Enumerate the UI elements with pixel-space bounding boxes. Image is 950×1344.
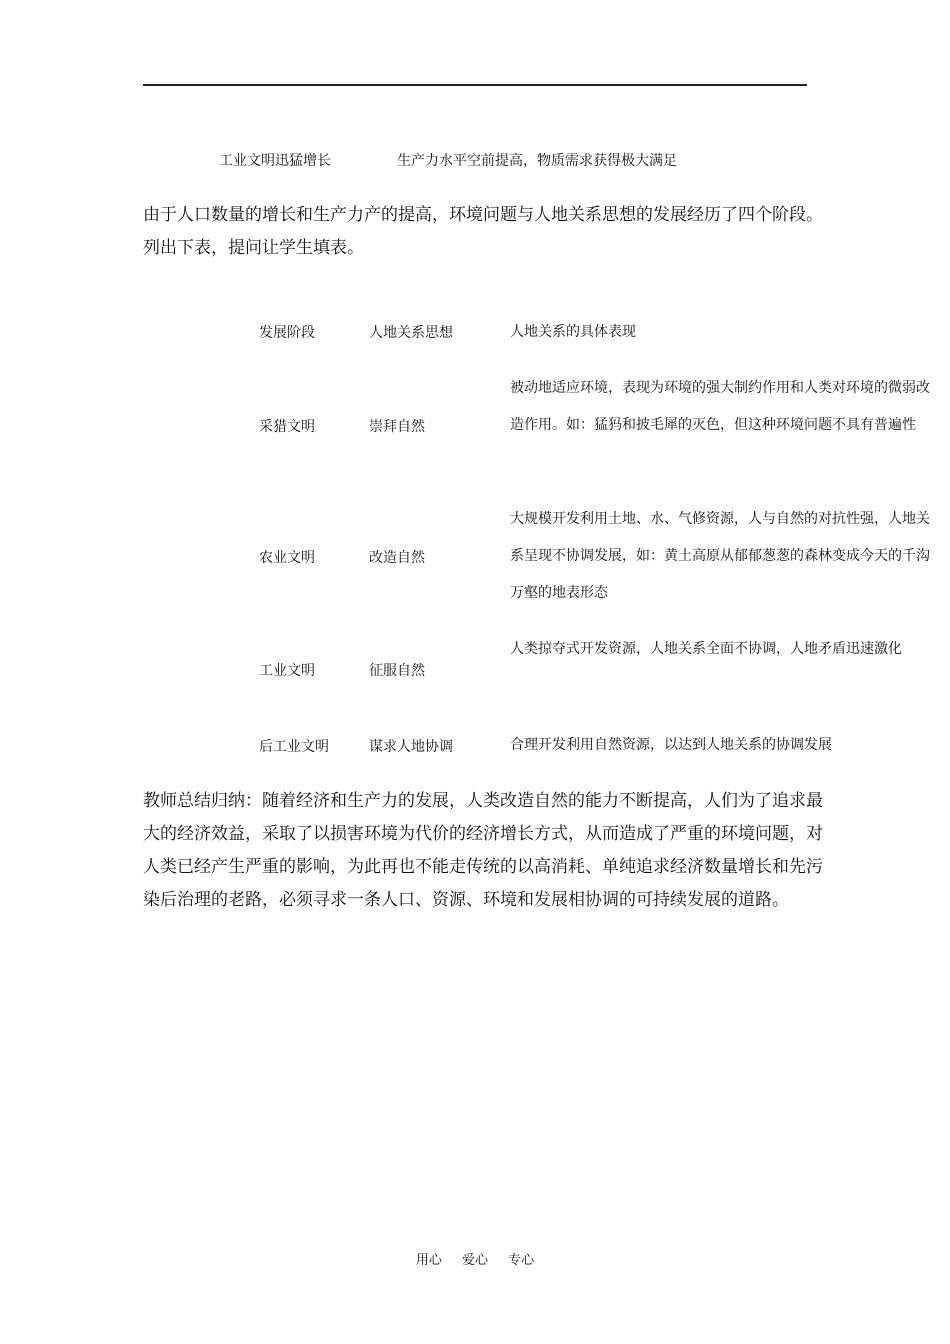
top-line-stage: 工业文明迅猛增长 bbox=[219, 153, 331, 169]
page-footer bbox=[0, 1249, 950, 1268]
row-thought: 谋求人地协调 bbox=[369, 739, 453, 755]
row-detail: 大规模开发利用土地、水、气修资源，人与自然的对抗性强，人地关系呈现不协调发展，如：黄土高原从郁郁葱葱的森林变成今天的千沟万壑的地表形态 bbox=[510, 511, 930, 601]
footer-text-3: 专心 bbox=[508, 1253, 535, 1268]
header-thought: 人地关系思想 bbox=[369, 325, 453, 341]
row-thought: 改造自然 bbox=[369, 550, 425, 566]
footer-text-2: 爱心 bbox=[461, 1253, 488, 1268]
header-stage: 发展阶段 bbox=[259, 325, 315, 341]
row-detail: 被动地适应环境，表现为环境的强大制约作用和人类对环境的微弱改造作用。如：猛犸和披毛犀的灭色，但这种环境问题不具有普遍性 bbox=[510, 380, 930, 433]
summary-paragraph: 教师总结归纳：随着经济和生产力的发展，人类改造自然的能力不断提高，人们为了追求最大的经济效益，采取了以损害环境为代价的经济增长方式，从而造成了严重的环境问题，对人类已经产生严重的影响，为此再也不能走传统的以高消耗、单纯追求经济数量增长和先污染后治理的老路，必须寻求一条人口、资源、环境和发展相协调的可持续发展的道路。 bbox=[143, 791, 823, 910]
row-thought: 征服自然 bbox=[369, 663, 425, 679]
row-stage: 后工业文明 bbox=[259, 739, 329, 755]
row-stage: 工业文明 bbox=[259, 663, 315, 679]
row-thought: 崇拜自然 bbox=[369, 419, 425, 435]
header-detail: 人地关系的具体表现 bbox=[510, 324, 636, 340]
top-line-description: 生产力水平空前提高，物质需求获得极大满足 bbox=[397, 153, 677, 169]
row-stage: 农业文明 bbox=[259, 550, 315, 566]
footer-text-1: 用心 bbox=[415, 1253, 442, 1268]
row-detail: 合理开发利用自然资源，以达到人地关系的协调发展 bbox=[510, 737, 832, 753]
header-rule bbox=[143, 84, 807, 86]
row-stage: 采猎文明 bbox=[259, 419, 315, 435]
intro-paragraph: 由于人口数量的增长和生产力产的提高，环境问题与人地关系思想的发展经历了四个阶段。列出下表，提问让学生填表。 bbox=[143, 205, 823, 258]
row-detail: 人类掠夺式开发资源，人地关系全面不协调，人地矛盾迅速激化 bbox=[510, 641, 902, 657]
